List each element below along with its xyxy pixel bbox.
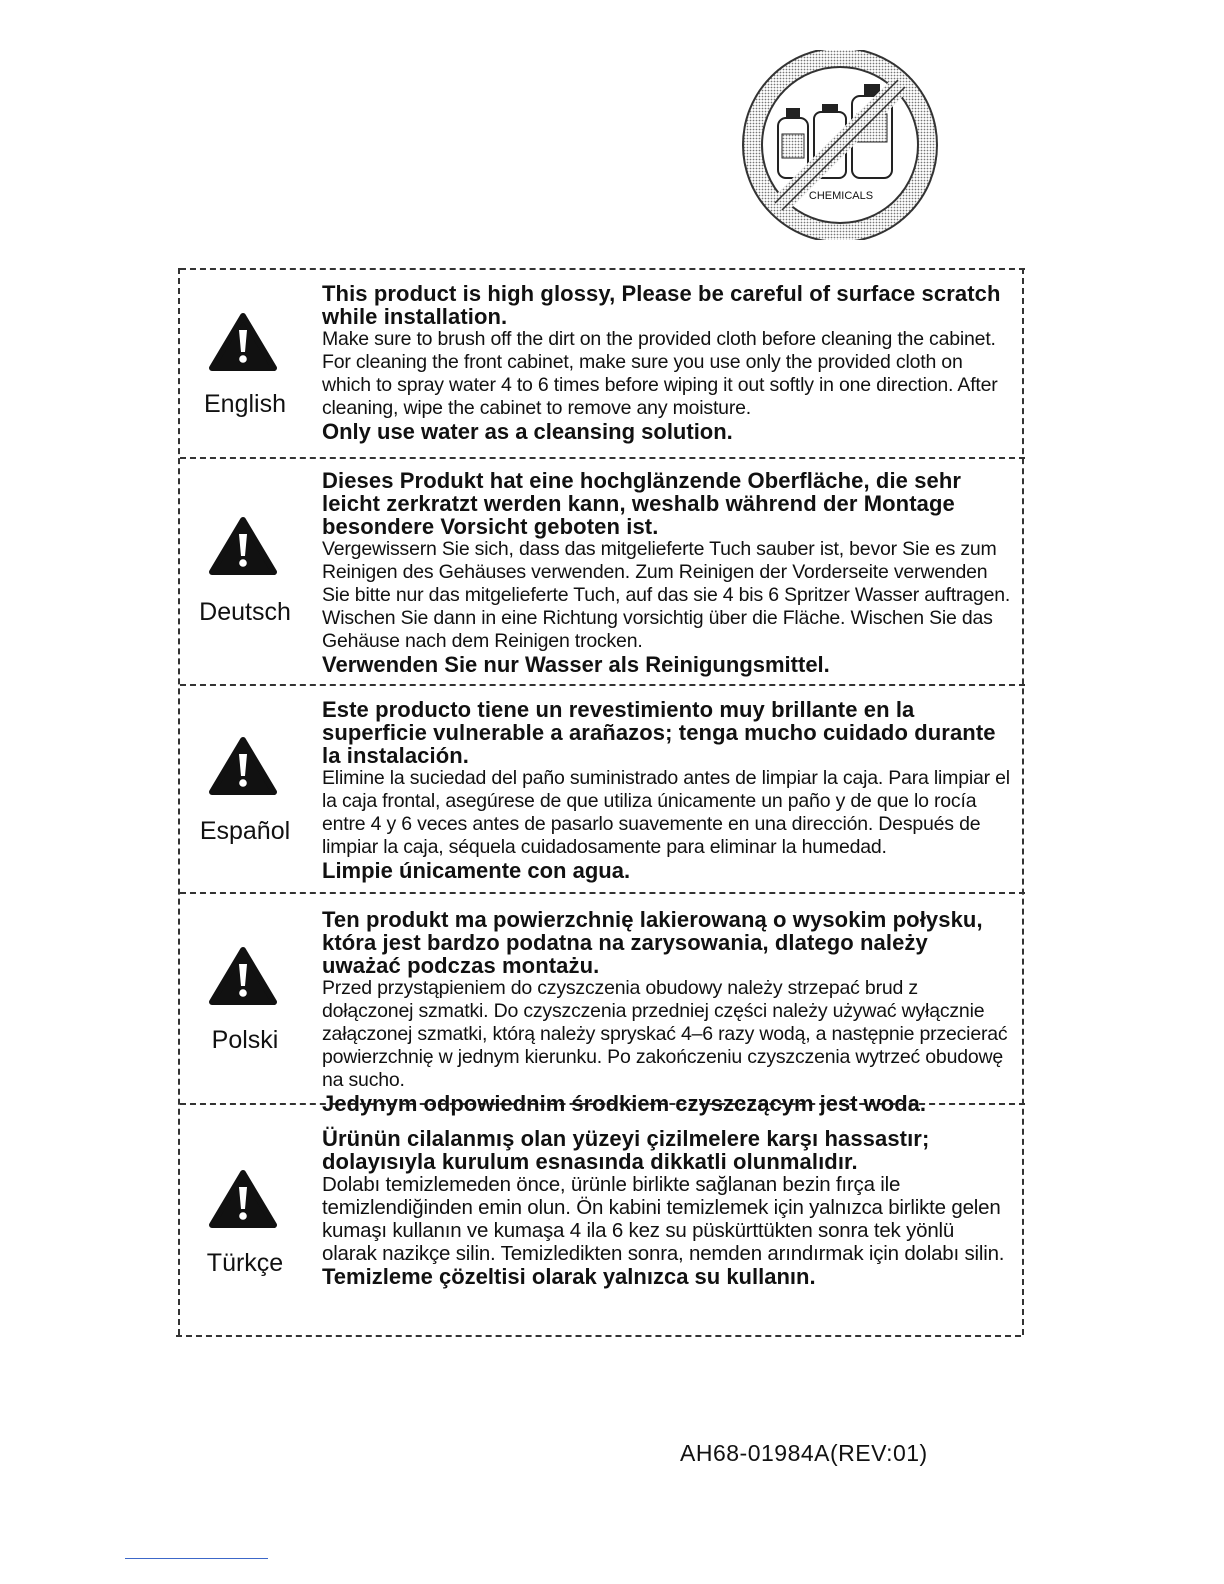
language-column xyxy=(178,461,314,683)
language-column xyxy=(178,688,314,891)
section-footer: Temizleme çözeltisi olarak yalnızca su kullanın. xyxy=(322,1264,816,1289)
document-number: AH68-01984A(REV:01) xyxy=(680,1440,928,1466)
warning-triangle-icon xyxy=(208,1169,278,1229)
warning-triangle-icon xyxy=(208,946,278,1006)
section-english xyxy=(178,272,1023,456)
language-label: Türkçe xyxy=(206,1249,284,1277)
section-espanol xyxy=(178,688,1023,891)
section-footer: Only use water as a cleansing solution. xyxy=(322,419,733,444)
frame-bottom xyxy=(176,1335,1021,1337)
divider-3 xyxy=(180,892,1025,894)
section-turkce xyxy=(178,1107,1023,1334)
language-column xyxy=(178,1107,314,1334)
language-label: Polski xyxy=(211,1026,279,1054)
language-label: English xyxy=(204,390,286,418)
section-heading: Dieses Produkt hat eine hochglänzende Oberfläche, die sehr leicht zerkratzt werden kann, weshalb während der Montage besondere Vorsicht geboten ist. xyxy=(322,468,962,539)
footer-rule xyxy=(125,1558,268,1559)
chemicals-label: CHEMICALS xyxy=(808,190,874,202)
language-label: Deutsch xyxy=(199,598,291,626)
section-body: Make sure to brush off the dirt on the provided cloth before cleaning the cabinet. For cleaning the front cabinet, make sure you use only the provided cloth on which to spray water 4 to 6 times before wiping it out softly in one direction. After cleaning, wipe the cabinet to remove any moisture. xyxy=(322,328,998,419)
language-column xyxy=(178,272,314,456)
section-body: Dolabı temizlemeden önce, ürünle birlikte sağlanan bezin fırça ile temizlendiğinden emin olun. Ön kabini temizlemek için yalnızca birlikte gelen kumaşı kullanın ve kumaşa 4 ila 6 kez su püskürttükten sonra tek yönlü olarak nazikçe silin. Temizledikten sonra, nemden arındırmak için dolabı silin. xyxy=(322,1173,1005,1265)
frame-top xyxy=(180,268,1025,270)
section-body: Vergewissern Sie sich, dass das mitgelieferte Tuch sauber ist, bevor Sie es zum Reinigen des Gehäuses verwenden. Zum Reinigen der Vorderseite verwenden Sie bitte nur das mitgelieferte Tuch, auf das sie 4 bis 6 Spritzer Wasser auftragen. Wischen Sie dann in eine Richtung vorsichtig über die Fläche. Wischen Sie das Gehäuse nach dem Reinigen trocken. xyxy=(322,538,1011,652)
section-body: Elimine la suciedad del paño suministrado antes de limpiar la caja. Para limpiar el la caja frontal, asegúrese de que utiliza únicamente un paño y de que lo rocía entre 4 y 6 veces antes de pasarlo suavemente en una dirección. Después de limpiar la caja, séquela cuidadosamente para eliminar la humedad. xyxy=(322,767,1010,858)
warning-triangle-icon xyxy=(208,736,278,796)
warning-triangle-icon xyxy=(208,516,278,576)
section-polski xyxy=(178,896,1023,1116)
section-heading: Este producto tiene un revestimiento muy brillante en la superficie vulnerable a arañazos; tenga mucho cuidado durante la instalación. xyxy=(322,697,996,768)
section-body: Przed przystąpieniem do czyszczenia obudowy należy strzepać brud z dołączonej szmatki. Do czyszczenia przedniej części należy używać wyłącznie załączonej szmatki, którą należy spryskać 4–6 razy wodą, a następnie przecierać powierzchnię w jednym kierunku. Po zakończeniu czyszczenia wytrzeć obudowę na sucho. xyxy=(322,977,1008,1091)
divider-2 xyxy=(180,684,1025,686)
section-heading: Ten produkt ma powierzchnię lakierowaną o wysokim połysku, która jest bardzo podatna na zarysowania, dlatego należy uważać podczas montażu. xyxy=(322,907,983,978)
section-heading: This product is high glossy, Please be careful of surface scratch while installation. xyxy=(322,281,1001,329)
divider-1 xyxy=(180,457,1025,459)
section-footer: Jedynym odpowiednim środkiem czyszczącym jest woda. xyxy=(322,1091,926,1116)
no-chemicals-icon xyxy=(740,50,940,240)
section-heading: Ürünün cilalanmış olan yüzeyi çizilmelere karşı hassastır; dolayısıyla kurulum esnasında dikkatli olunmalıdır. xyxy=(322,1126,930,1174)
section-deutsch xyxy=(178,461,1023,683)
warning-triangle-icon xyxy=(208,312,278,372)
section-footer: Verwenden Sie nur Wasser als Reinigungsmittel. xyxy=(322,652,830,677)
language-label: Español xyxy=(199,817,291,845)
section-footer: Limpie únicamente con agua. xyxy=(322,858,631,883)
language-column xyxy=(178,896,314,1102)
